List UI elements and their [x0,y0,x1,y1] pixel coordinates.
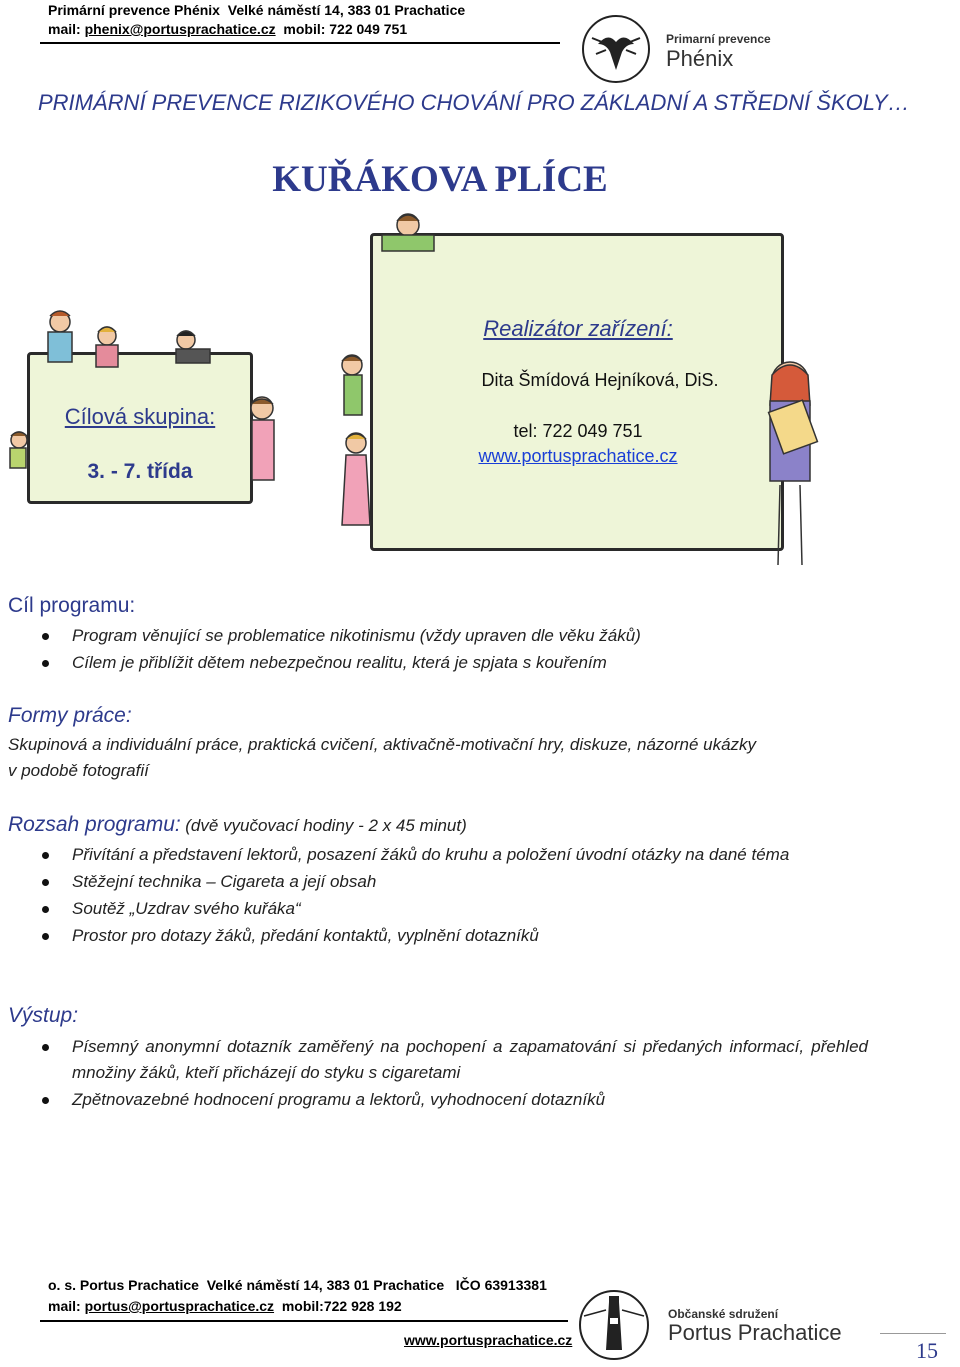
list-item [0,896,868,922]
bullet-icon [42,1044,49,1051]
header-mobile: mobil: 722 049 751 [283,21,408,37]
bullet-icon [42,660,49,667]
provider-tel: tel: 722 049 751 [513,421,643,441]
footer-rule [40,1320,568,1322]
header-logo-big: Phénix [666,46,734,71]
list-item-text: Zpětnovazebné hodnocení programu a lektorů, vyhodnocení dotazníků [72,1090,606,1109]
scope-heading-row [8,813,467,837]
output-heading: Výstup: [8,1004,79,1027]
header-mail-link[interactable]: phenix@portusprachatice.cz [84,21,276,37]
bullet-icon [42,633,49,640]
footer-web-link[interactable]: www.portusprachatice.cz [404,1332,573,1348]
list-item-text: Přivítání a představení lektorů, posazení žáků do kruhu a položení úvodní otázky na dané téma [72,845,790,864]
list-item-text: Písemný anonymní dotazník zaměřený na pochopení a zapamatování si předaných informací, přehled množiny žáků, kteří přicházejí do styku s cigaretami [72,1037,868,1082]
goal-heading: Cíl programu: [8,594,136,617]
list-item-text: Cílem je přiblížit dětem nebezpečnou realitu, která je spjata s kouřením [72,653,607,672]
bullet-icon [42,879,49,886]
page-number: 15 [916,1338,938,1363]
list-item [0,650,868,676]
footer-org: o. s. Portus Prachatice [48,1277,199,1293]
list-item-text: Prostor pro dotazy žáků, předání kontaktů, vyplnění dotazníků [72,926,539,945]
teacher-and-kids-illustration-icon [320,205,840,575]
list-item [0,623,868,649]
list-item [0,1034,868,1086]
header-line-2 [48,21,407,37]
list-item [0,842,868,868]
forms-heading: Formy práce: [8,704,132,727]
footer-mail-link[interactable]: portus@portusprachatice.cz [84,1298,275,1314]
provider-name: Dita Šmídová Hejníková, DiS. [481,370,719,390]
footer-logo-small: Občanské sdružení [668,1307,779,1321]
children-illustration-icon [0,300,290,500]
footer-line-1 [48,1277,547,1293]
provider-web-link[interactable]: www.portusprachatice.cz [478,446,678,466]
bullet-icon [42,906,49,913]
footer-line-2 [48,1298,402,1314]
list-item [0,869,868,895]
bullet-icon [42,852,49,859]
scope-heading: Rozsah programu: [8,813,181,836]
goal-list [0,623,868,676]
pretitle: PRIMÁRNÍ PREVENCE RIZIKOVÉHO CHOVÁNÍ PRO ZÁKLADNÍ A STŘEDNÍ ŠKOLY… [38,90,910,115]
header-line-1 [48,2,465,18]
footer-address: Velké náměstí 14, 383 01 Prachatice [206,1277,445,1293]
provider-heading: Realizátor zařízení: [483,316,673,341]
footer-mail-label: mail: [48,1298,81,1314]
footer-logo-big: Portus Prachatice [668,1320,842,1345]
page-number-rule [880,1333,946,1334]
page-title: KUŘÁKOVA PLÍCE [272,159,608,200]
forms-text-line1: Skupinová a individuální práce, praktická cvičení, aktivačně-motivační hry, diskuze, názorné ukázky [8,735,757,754]
header-org: Primární prevence Phénix [48,2,220,18]
target-value: 3. - 7. třída [87,460,193,483]
bullet-icon [42,1097,49,1104]
list-item-text: Stěžejní technika – Cigareta a její obsah [72,872,377,891]
target-heading: Cílová skupina: [64,404,216,429]
list-item [0,1087,868,1113]
list-item [0,923,868,949]
scope-list [0,842,868,949]
list-item-text: Program věnující se problematice nikotinismu (vždy upraven dle věku žáků) [72,626,641,645]
phoenix-logo-icon [578,14,654,84]
scope-note: (dvě vyučovací hodiny - 2 x 45 minut) [185,816,467,835]
forms-text-line2: v podobě fotografií [8,761,149,780]
lighthouse-logo-icon [576,1288,652,1362]
header-rule [40,42,560,44]
footer-ico: IČO 63913381 [455,1277,547,1293]
footer-mobile: mobil:722 928 192 [281,1298,402,1314]
list-item-text: Soutěž „Uzdrav svého kuřáka“ [72,899,301,918]
header-logo-small: Primarní prevence [666,32,771,46]
header-address: Velké náměstí 14, 383 01 Prachatice [227,2,466,18]
header-mail-label: mail: [48,21,81,37]
bullet-icon [42,933,49,940]
output-list [0,1034,868,1113]
